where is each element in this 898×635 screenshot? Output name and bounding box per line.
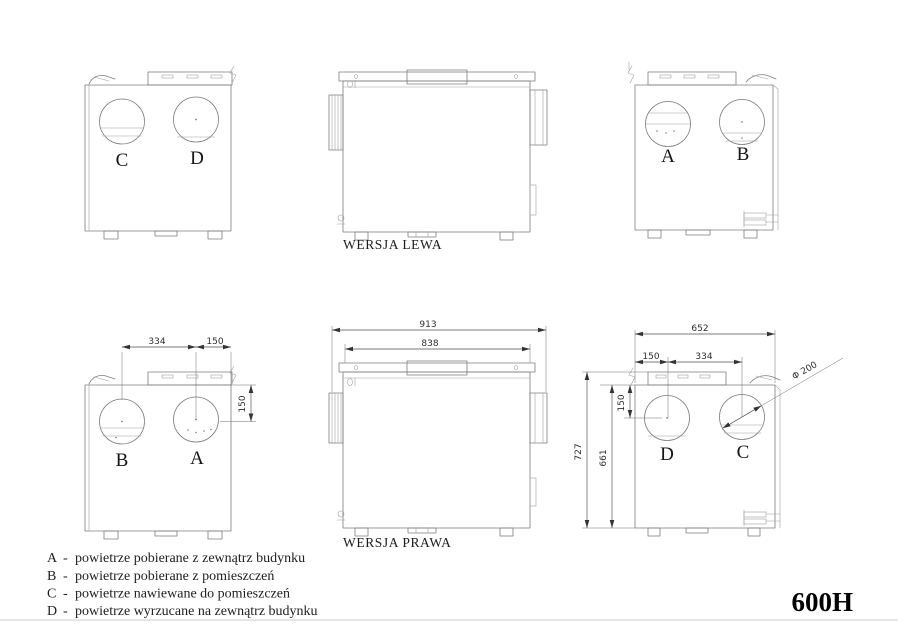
- right-duct-stub: [530, 90, 547, 145]
- unit-body: [635, 385, 775, 528]
- latch-icon: [348, 378, 356, 386]
- top-panel: [148, 72, 232, 85]
- feet: [648, 528, 760, 536]
- dim-150-edge: 150: [206, 337, 224, 347]
- edge-mark-icon: [629, 368, 635, 385]
- hinge-strip: [530, 185, 536, 215]
- legend-key: B: [47, 569, 57, 584]
- dim-150-edge: 150: [642, 352, 660, 362]
- left-duct-stub: [329, 95, 343, 150]
- top-plate: [339, 72, 535, 81]
- screw-icon: [354, 366, 358, 370]
- right-duct-stub: [530, 393, 547, 443]
- port-label-d: D: [190, 148, 204, 169]
- dim-913: 913: [419, 320, 437, 330]
- legend-item-c: [47, 587, 290, 602]
- latch-icon: [750, 376, 780, 383]
- edge-mark-icon: [230, 66, 236, 83]
- dim-838: 838: [421, 339, 439, 349]
- dimension-heights: [574, 372, 662, 528]
- port-label-a: A: [661, 146, 675, 167]
- latch-icon: [89, 75, 115, 84]
- port-label-b: B: [736, 144, 750, 165]
- dim-150-top: 150: [238, 395, 248, 413]
- screw-icon: [514, 366, 518, 370]
- top-panel: [648, 372, 726, 385]
- view-side-dc: [574, 324, 843, 536]
- dim-661: 661: [599, 449, 609, 467]
- hinge-strip: [530, 478, 536, 506]
- legend-key: D: [47, 604, 58, 619]
- model-number: 600H: [791, 587, 853, 617]
- port-label-b: B: [115, 450, 129, 471]
- dim-652: 652: [691, 324, 709, 334]
- dim-334: 334: [695, 352, 713, 362]
- legend-key: C: [47, 586, 57, 602]
- drain-stub-icon: [337, 511, 345, 520]
- port-label-d: D: [660, 444, 674, 465]
- unit-body: [343, 372, 530, 528]
- unit-body: [635, 85, 773, 230]
- caption-right-version: WERSJA PRAWA: [343, 535, 452, 550]
- legend-desc: powietrze pobierane z pomieszczeń: [75, 569, 275, 584]
- legend-desc: powietrze wyrzucane na zewnątrz budynku: [75, 604, 318, 619]
- dimension-overall-width: [332, 320, 546, 392]
- left-duct-stub: [329, 393, 343, 443]
- dim-727: 727: [574, 443, 584, 461]
- latch-icon: [89, 375, 115, 384]
- view-side-ab: [628, 62, 778, 238]
- view-side-cd: [85, 66, 236, 239]
- legend-desc: powietrze pobierane z zewnątrz budynku: [75, 551, 306, 566]
- legend-separator: -: [63, 569, 68, 584]
- legend-separator: -: [63, 604, 68, 619]
- latch-icon: [746, 75, 776, 82]
- port-label-c: C: [736, 442, 750, 463]
- legend-separator: -: [63, 551, 68, 566]
- feet: [648, 230, 757, 238]
- drain-stub-icon: [337, 215, 345, 224]
- top-plate: [339, 363, 535, 372]
- screw-icon: [354, 75, 358, 79]
- dim-diameter-200: Φ 200: [790, 360, 820, 383]
- unit-body: [343, 81, 530, 232]
- legend: [47, 551, 318, 619]
- dim-334: 334: [148, 337, 166, 347]
- dimension-port-diameter: [723, 358, 843, 428]
- feet: [104, 531, 222, 539]
- legend-desc: powietrze nawiewane do pomieszczeń: [75, 586, 290, 602]
- dimension-body-width: [345, 339, 530, 363]
- unit-body: [85, 385, 231, 531]
- feet: [104, 231, 222, 239]
- dim-150-top: 150: [617, 394, 627, 412]
- port-label-a: A: [190, 448, 204, 469]
- top-panel: [148, 372, 232, 385]
- legend-item-a: [47, 551, 305, 566]
- legend-item-b: [47, 569, 274, 584]
- port-c-opening: [100, 99, 145, 144]
- view-side-ba: [85, 337, 256, 539]
- unit-body: [85, 85, 231, 231]
- view-front-right: [329, 320, 547, 550]
- dimension-port-top-offset: [220, 385, 256, 422]
- screw-icon: [514, 75, 518, 79]
- legend-key: A: [47, 551, 58, 566]
- top-panel: [648, 72, 736, 85]
- legend-separator: -: [63, 586, 68, 602]
- caption-left-version: WERSJA LEWA: [343, 237, 443, 252]
- view-front-left: [329, 70, 547, 252]
- legend-item-d: [47, 604, 318, 619]
- port-label-c: C: [115, 150, 129, 171]
